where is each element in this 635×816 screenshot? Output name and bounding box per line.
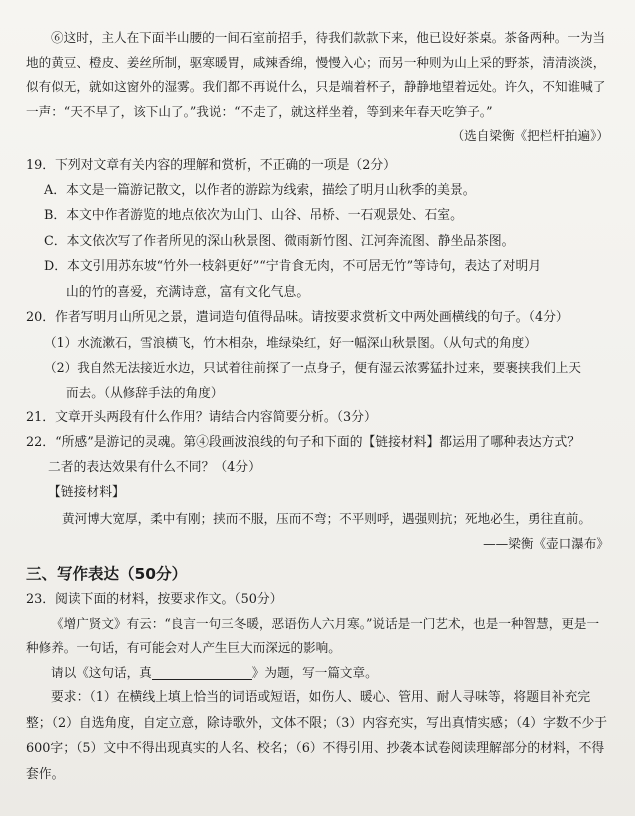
question-23-stem: 23．阅读下面的材料，按要求作文。（50分）	[26, 591, 283, 607]
question-23-material: 《增广贤文》有云：“良言一句三冬暖，恶语伤人六月寒。”说话是一门艺术，也是一种智慧，更是一种修养。一句话，有可能会对人产生巨大而深远的影响。	[26, 615, 600, 655]
passage-source: （选自梁衡《把栏杆拍遍》）	[451, 128, 609, 143]
section-3-title: 三、写作表达（50分）	[26, 564, 188, 583]
question-20-sub-1: （1）水流漱石，雪浪横飞，竹木相杂，堆绿染红，好一幅深山秋景图。（从句式的角度）	[44, 335, 537, 350]
passage-paragraph-6: ⑥这时，主人在下面半山腰的一间石室前招手，待我们款款下来，他已设好茶桌。茶备两种。一为当地的黄豆、橙皮、姜丝所制，驱寒暖胃，咸辣香绵，慢慢入心；而另一种则为山上采的野茶，清清淡淡，似有似无，就如这窗外的湿雾。我们都不再说什么，只是端着杯子，静静地望着远处。许久，不知谁喊了一声：“天不早了，该下山了。”我说：“不走了，就这样坐着，等到来年春天吃笋子。”	[26, 30, 606, 119]
question-22-stem: 22．“所感”是游记的灵魂。第④段画波浪线的句子和下面的【链接材料】都运用了哪种表达方式？	[26, 435, 581, 450]
link-material-title: 【链接材料】	[48, 485, 125, 500]
prompt-before: 请以《这句话，真	[51, 664, 152, 680]
question-23-prompt	[26, 661, 609, 686]
question-19-option-d-cont: 山的竹的喜爱，充满诗意，富有文化气息。	[66, 284, 310, 300]
question-23-requirements: 要求：（1）在横线上填上恰当的词语或短语，如伤人、暖心、管用、耐人寻味等，将题目补充完整；（2）自选角度，自定立意，除诗歌外，文体不限；（3）内容充实，写出真情实感；（4）字数不少于600字；（5）文中不得出现真实的人名、校名；（6）不得引用、抄袭本试卷阅读理解部分的材料，不得套作。	[26, 690, 608, 782]
prompt-after: 》为题，写一篇文章。	[251, 664, 378, 680]
question-19-stem: 19．下列对文章有关内容的理解和赏析，不正确的一项是（2分）	[26, 157, 396, 173]
question-19-option-d: D．本文引用苏东坡“竹外一枝斜更好”“宁肯食无肉，不可居无竹”等诗句，表达了对明月	[44, 259, 542, 274]
question-21-stem: 21．文章开头两段有什么作用？请结合内容简要分析。（3分）	[26, 410, 377, 425]
question-20-stem: 20．作者写明月山所见之景，遣词造句值得品味。请按要求赏析文中两处画横线的句子。（4分）	[26, 310, 569, 325]
question-22-stem-cont: 二者的表达效果有什么不同？（4分）	[48, 460, 261, 475]
question-19-option-b: B．本文中作者游览的地点依次为山门、山谷、吊桥、一石观景处、石室。	[44, 208, 463, 223]
title-blank	[152, 665, 252, 680]
link-material-source: ——梁衡《壶口瀑布》	[483, 536, 609, 551]
question-19-option-c: C．本文依次写了作者所见的深山秋景图、微雨新竹图、江河奔流图、静坐品茶图。	[44, 233, 515, 249]
question-19-option-a: A．本文是一篇游记散文，以作者的游踪为线索，描绘了明月山秋季的美景。	[44, 182, 476, 198]
link-material-body: 黄河博大宽厚，柔中有刚；挟而不服，压而不弯；不平则呼，遇强则抗；死地必生，勇往直前。	[62, 511, 591, 526]
question-20-sub-2-cont: 而去。（从修辞手法的角度）	[66, 385, 224, 400]
question-20-sub-2: （2）我自然无法接近水边，只试着往前探了一点身子，便有湿云浓雾猛扑过来，要裹挟我们上天	[44, 360, 581, 375]
